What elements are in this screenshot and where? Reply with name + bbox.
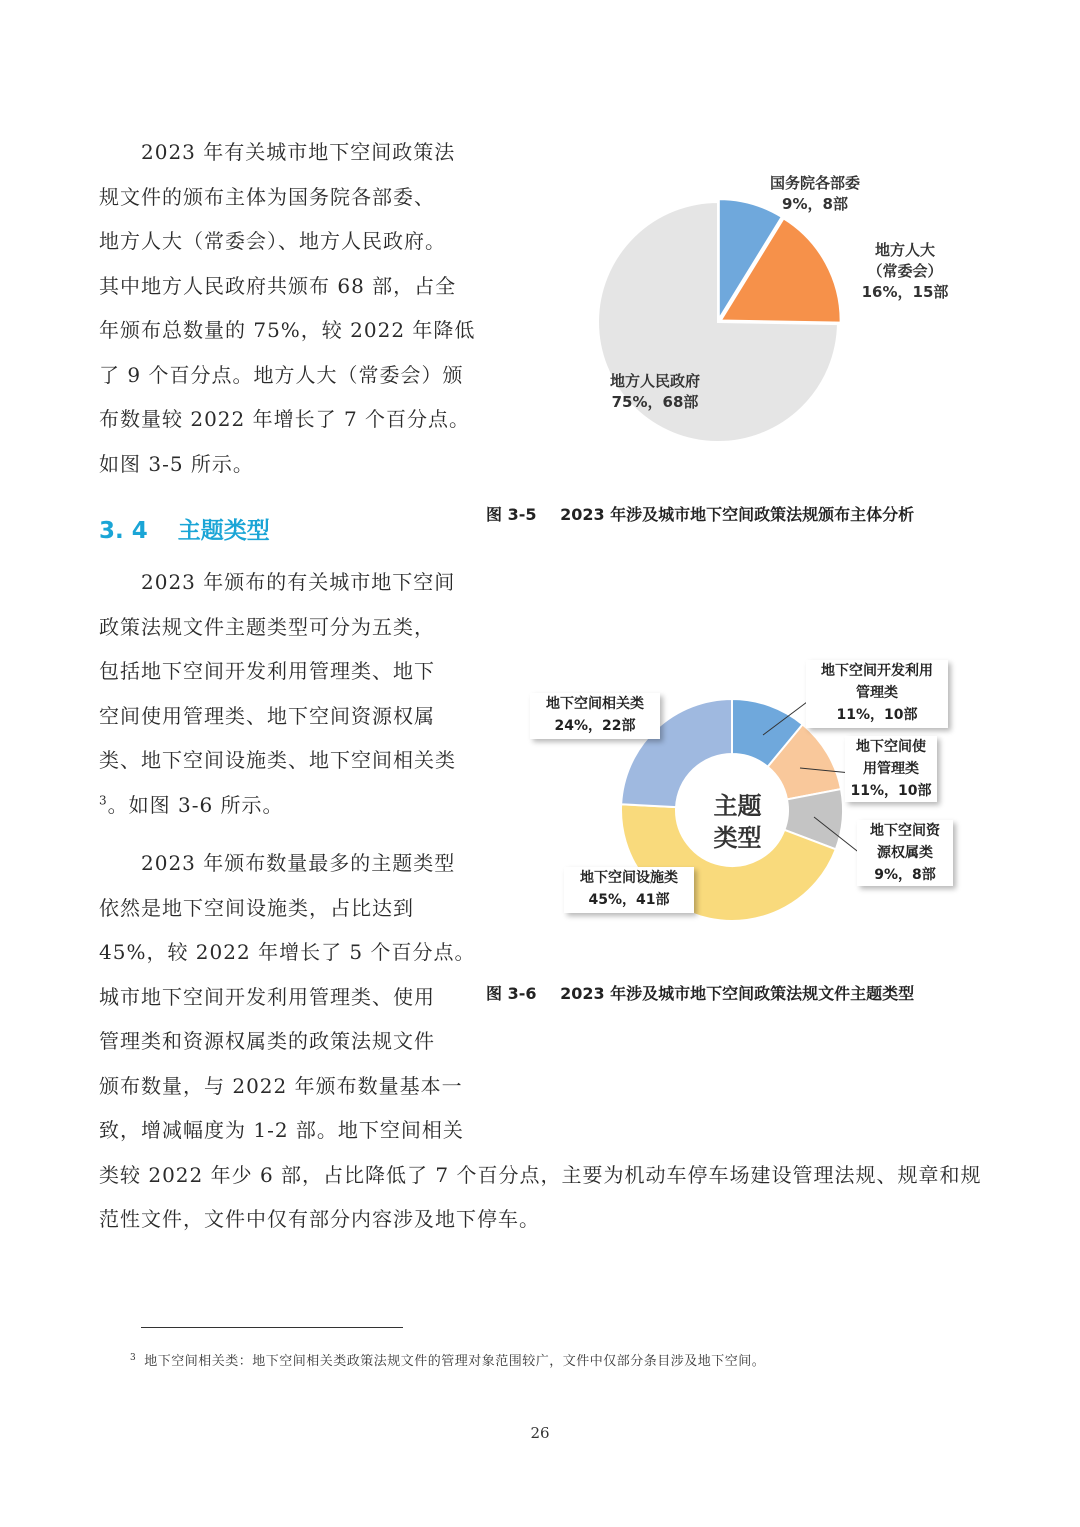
pie1-label-local-congress xyxy=(845,240,965,303)
doughnut-label-dev-use xyxy=(806,660,948,728)
label-line: 9%，8部 xyxy=(874,867,936,883)
label-line: 地下空间相关类 xyxy=(546,696,644,712)
pie1-label-local-government xyxy=(590,371,720,413)
section-heading xyxy=(99,512,270,545)
para3-line: 颁布数量，与 2022 年颁布数量基本一 xyxy=(99,1073,463,1098)
label-line: 45%，41部 xyxy=(588,892,670,908)
para2-line: 2023 年颁布的有关城市地下空间 xyxy=(141,570,456,594)
label-line: 16%，15部 xyxy=(861,283,949,301)
para1-line: 2023 年有关城市地下空间政策法 xyxy=(141,140,456,164)
footnote-ref[interactable]: 3 xyxy=(99,792,108,807)
para3-line: 2023 年颁布数量最多的主题类型 xyxy=(141,851,456,875)
para1-line: 如图 3-5 所示。 xyxy=(99,451,254,476)
footnote-text: 地下空间相关类：地下空间相关类政策法规文件的管理对象范围较广，文件中仅部分条目涉及地下空间。 xyxy=(144,1354,766,1369)
label-line: 地下空间开发利用 xyxy=(821,663,933,679)
label-line: 11%，10部 xyxy=(836,707,918,723)
para1-line: 布数量较 2022 年增长了 7 个百分点。 xyxy=(99,407,471,431)
para2-line-tail xyxy=(99,783,456,828)
label-line: 国务院各部委 xyxy=(769,174,860,192)
label-line: 管理类 xyxy=(856,685,898,701)
para1-line: 了 9 个百分点。地方人大（常委会）颁 xyxy=(99,362,464,387)
label-line: 地下空间资 xyxy=(870,823,940,839)
paragraph-subject-analysis xyxy=(99,130,475,486)
figure-number: 图 3-5 xyxy=(486,505,537,524)
doughnut-label-usage xyxy=(845,736,937,802)
section-title: 主题类型 xyxy=(177,518,270,544)
para1-line: 年颁布总数量的 75%，较 2022 年降低 xyxy=(99,318,476,342)
footnote-marker: 3 xyxy=(130,1352,137,1363)
figure-caption-text: 2023 年涉及城市地下空间政策法规颁布主体分析 xyxy=(560,505,915,524)
doughnut-label-ownership xyxy=(857,820,953,886)
label-line: 地下空间使 xyxy=(856,739,926,755)
doughnut-label-related xyxy=(530,693,660,739)
label-line: 用管理类 xyxy=(863,761,919,777)
label-line: （常委会） xyxy=(867,262,943,280)
center-label-line: 类型 xyxy=(713,824,762,852)
label-line: 75%，68部 xyxy=(611,393,699,411)
para1-line: 其中地方人民政府共颁布 68 部，占全 xyxy=(99,273,457,298)
label-line: 9%，8部 xyxy=(782,195,848,213)
para1-line: 地方人大（常委会）、地方人民政府。 xyxy=(99,229,446,253)
para2-line: 包括地下空间开发利用管理类、地下 xyxy=(99,659,435,683)
figure-3-6-caption xyxy=(486,981,914,1004)
label-line: 地方人大 xyxy=(874,241,935,259)
label-line: 地下空间设施类 xyxy=(580,870,678,886)
figure-3-5-caption xyxy=(486,502,914,525)
label-line: 11%，10部 xyxy=(850,783,932,799)
footnote xyxy=(130,1350,765,1369)
para3-line: 依然是地下空间设施类，占比达到 xyxy=(99,895,414,920)
label-line: 24%，22部 xyxy=(554,718,636,734)
figure-caption-text: 2023 年涉及城市地下空间政策法规文件主题类型 xyxy=(560,984,915,1003)
label-line: 地方人民政府 xyxy=(609,372,700,390)
center-label-line: 主题 xyxy=(713,792,762,820)
para2-line: 政策法规文件主题类型可分为五类， xyxy=(99,614,435,639)
para3-line: 类较 2022 年少 6 部，占比降低了 7 个百分点，主要为机动车停车场建设管理法规、规章和规 xyxy=(99,1162,982,1187)
para2-line: 空间使用管理类、地下空间资源权属 xyxy=(99,703,435,728)
para2-line: 类、地下空间设施类、地下空间相关类 xyxy=(99,748,456,772)
doughnut-label-facilities xyxy=(564,867,694,913)
para3-line: 45%，较 2022 年增长了 5 个百分点。 xyxy=(99,940,476,964)
label-line: 源权属类 xyxy=(877,845,933,861)
para2-tail-text: 。如图 3-6 所示。 xyxy=(107,792,284,817)
doughnut-center-label xyxy=(690,790,785,854)
figure-number: 图 3-6 xyxy=(486,984,537,1003)
footnote-divider xyxy=(141,1327,403,1328)
para3-line: 管理类和资源权属类的政策法规文件 xyxy=(99,1029,435,1053)
paragraph-topic-types xyxy=(99,560,456,827)
para3-line: 范性文件，文件中仅有部分内容涉及地下停车。 xyxy=(99,1207,540,1231)
section-number: 3. 4 xyxy=(99,518,148,544)
para3-line: 城市地下空间开发利用管理类、使用 xyxy=(99,984,435,1009)
para1-line: 规文件的颁布主体为国务院各部委、 xyxy=(99,184,435,209)
page-number: 26 xyxy=(530,1424,550,1442)
pie1-label-state-council xyxy=(745,173,885,215)
para3-line: 致，增减幅度为 1-2 部。地下空间相关 xyxy=(99,1118,464,1142)
